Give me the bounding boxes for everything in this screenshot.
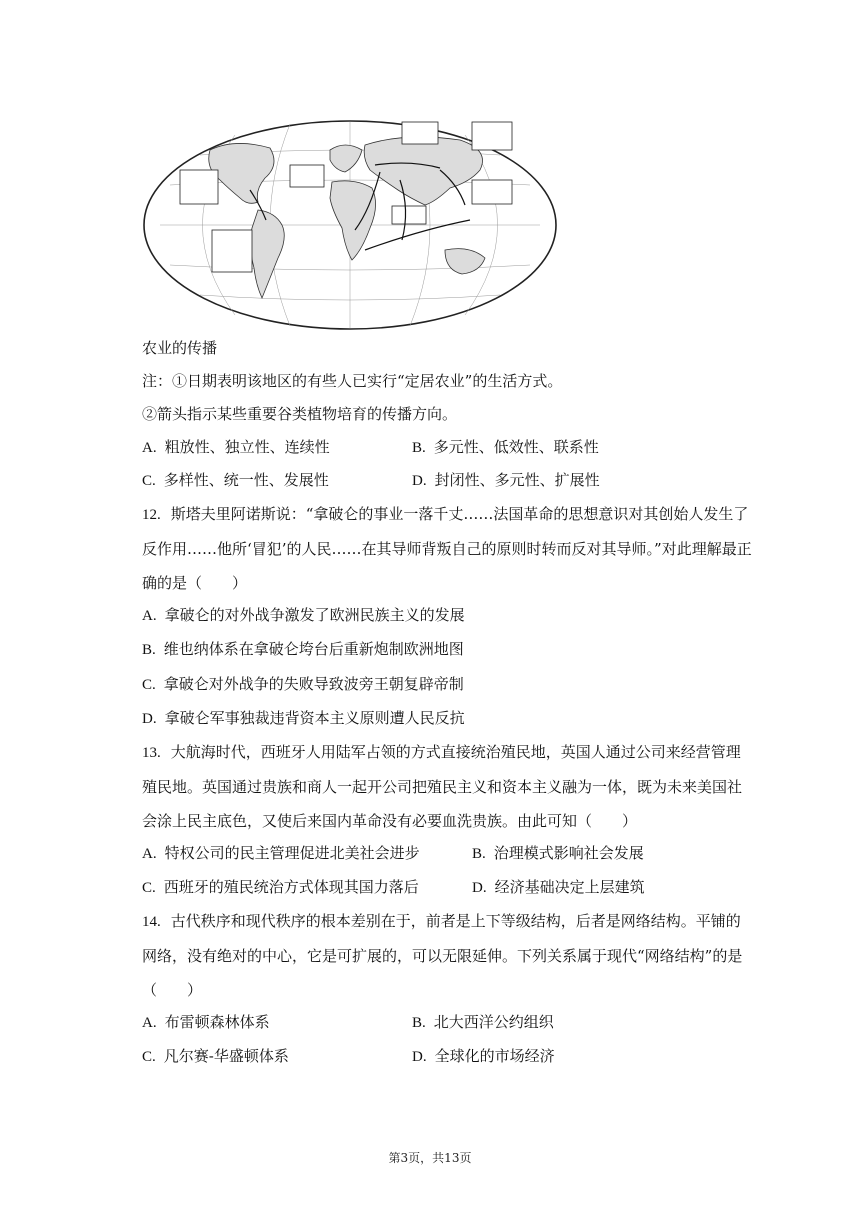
q14-option-b[interactable] (412, 1012, 554, 1033)
q11-option-d[interactable] (412, 470, 600, 491)
q13-option-d[interactable] (472, 877, 645, 898)
option-letter: C. (142, 1049, 156, 1065)
option-letter: D. (472, 880, 487, 896)
question-number: 13. (142, 745, 161, 761)
q12-stem (142, 497, 752, 600)
option-text: 西班牙的殖民统治方式体现其国力落后 (163, 878, 419, 896)
q11-option-b[interactable] (412, 437, 599, 458)
agriculture-spread-map (140, 110, 560, 332)
figure-note-2: ②箭头指示某些重要谷类植物培育的传播方向。 (142, 405, 458, 423)
q12-option-a[interactable] (142, 605, 465, 626)
option-text: 维也纳体系在拿破仑垮台后重新炮制欧洲地图 (163, 640, 464, 658)
question-number: 12. (142, 507, 161, 523)
q13-option-a[interactable] (142, 843, 420, 864)
q14-option-a[interactable] (142, 1012, 270, 1033)
option-letter: C. (142, 677, 156, 693)
option-text: 封闭性、多元性、扩展性 (434, 471, 600, 489)
option-letter: D. (412, 473, 427, 489)
option-letter: C. (142, 473, 156, 489)
option-letter: D. (142, 711, 157, 727)
option-letter: A. (142, 440, 157, 456)
figure-note-1: 注：①日期表明该地区的有些人已实行“定居农业”的生活方式。 (142, 372, 563, 390)
q14-option-c[interactable] (142, 1046, 289, 1067)
q11-option-c[interactable] (142, 470, 329, 491)
q14-stem (142, 904, 752, 1007)
question-number: 14. (142, 914, 161, 930)
option-text: 治理模式影响社会发展 (493, 844, 644, 862)
option-text: 经济基础决定上层建筑 (494, 878, 645, 896)
option-letter: A. (142, 846, 157, 862)
option-text: 特权公司的民主管理促进北美社会进步 (164, 844, 420, 862)
q14-option-d[interactable] (412, 1046, 555, 1067)
figure-caption: 农业的传播 (142, 339, 218, 357)
option-text: 多元性、低效性、联系性 (433, 438, 599, 456)
option-letter: A. (142, 1015, 157, 1031)
q12-option-c[interactable] (142, 674, 464, 695)
question-text: 斯塔夫里阿诺斯说：“拿破仑的事业一落千丈……法国革命的思想意识对其创始人发生了反作用……他所‘冒犯’的人民……在其导师背叛自己的原则时转而反对其导师。”对此理解最正确的是（ ） (142, 505, 752, 592)
option-text: 多样性、统一性、发展性 (163, 471, 329, 489)
page-footer: 第3页，共13页 (388, 1151, 472, 1165)
q11-option-a[interactable] (142, 437, 330, 458)
option-text: 凡尔赛-华盛顿体系 (163, 1047, 289, 1065)
option-letter: B. (412, 440, 426, 456)
option-letter: D. (412, 1049, 427, 1065)
option-letter: B. (472, 846, 486, 862)
option-text: 拿破仑的对外战争激发了欧洲民族主义的发展 (164, 606, 465, 624)
option-text: 拿破仑军事独裁违背资本主义原则遭人民反抗 (164, 709, 465, 727)
option-letter: B. (412, 1015, 426, 1031)
option-letter: B. (142, 642, 156, 658)
q12-option-d[interactable] (142, 708, 465, 729)
option-text: 布雷顿森林体系 (164, 1013, 270, 1031)
option-text: 北大西洋公约组织 (433, 1013, 554, 1031)
option-text: 全球化的市场经济 (434, 1047, 555, 1065)
option-letter: C. (142, 880, 156, 896)
option-letter: A. (142, 608, 157, 624)
q12-option-b[interactable] (142, 639, 464, 660)
q13-stem (142, 735, 752, 838)
option-text: 粗放性、独立性、连续性 (164, 438, 330, 456)
question-text: 大航海时代，西班牙人用陆军占领的方式直接统治殖民地，英国人通过公司来经营管理殖民地。英国通过贵族和商人一起开公司把殖民主义和资本主义融为一体，既为未来美国社会涂上民主底色，又使后来国内革命没有必要血洗贵族。由此可知（ ） (142, 743, 743, 830)
q13-option-c[interactable] (142, 877, 419, 898)
option-text: 拿破仑对外战争的失败导致波旁王朝复辟帝制 (163, 675, 464, 693)
q13-option-b[interactable] (472, 843, 644, 864)
question-text: 古代秩序和现代秩序的根本差别在于，前者是上下等级结构，后者是网络结构。平铺的网络，没有绝对的中心，它是可扩展的，可以无限延伸。下列关系属于现代“网络结构”的是（ ） (142, 912, 743, 999)
